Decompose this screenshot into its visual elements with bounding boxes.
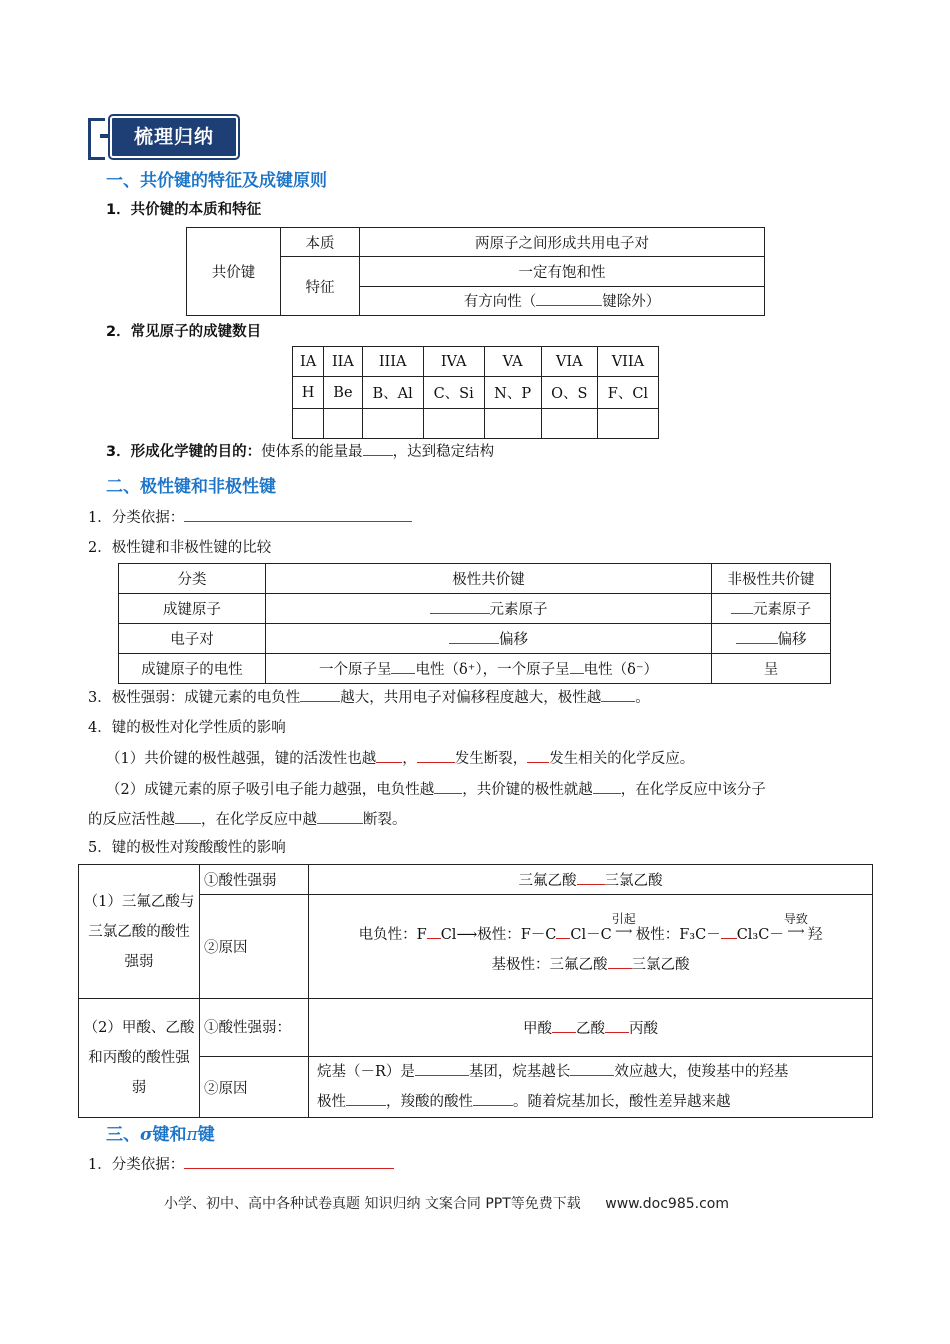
blank	[570, 659, 584, 675]
arrow-icon: ⟶	[787, 924, 805, 938]
section-title-2: 二、极性键和非极性键	[106, 477, 276, 497]
atom-cell: O、S	[541, 377, 597, 409]
cell-r3v	[309, 999, 873, 1057]
blank	[300, 687, 340, 703]
text: 电负性：F	[358, 927, 427, 943]
cell-direction	[360, 286, 765, 315]
arrow-icon: ⟶	[615, 924, 633, 938]
text: （1）共价键的极性越强，键的活泼性也越	[106, 751, 377, 767]
text: 发生相关的化学反应。	[549, 751, 695, 767]
text: Cl₃C－	[736, 927, 784, 943]
cell-group1: （1）三氟乙酸与三氯乙酸的酸性强弱	[79, 865, 200, 999]
cell-r2c1	[266, 624, 712, 654]
atom-cell: B、Al	[362, 377, 423, 409]
table-covalent-bond	[186, 227, 765, 316]
atom-cell: H	[293, 377, 324, 409]
cell-r1c0: 成键原子	[119, 594, 266, 624]
text: 三氯乙酸	[631, 957, 690, 973]
arrow-text: 导致	[783, 912, 808, 926]
section-title-1: 一、共价键的特征及成键原则	[106, 171, 327, 191]
text: 元素原子	[489, 602, 548, 618]
blank	[473, 1091, 513, 1107]
text: ，在化学反应中越	[201, 812, 317, 828]
table-polar-compare	[118, 563, 831, 684]
blank	[391, 659, 415, 675]
atom-cell: N、P	[484, 377, 541, 409]
text: 乙酸	[576, 1021, 605, 1037]
blank	[608, 954, 632, 970]
blank	[434, 779, 462, 795]
cell-essence-value: 两原子之间形成共用电子对	[360, 228, 765, 257]
cell-r4v	[309, 1057, 873, 1118]
sigma-symbol: σ	[140, 1125, 153, 1145]
blank-cell	[423, 409, 484, 439]
line-influence: 4．键的极性对化学性质的影响	[88, 720, 286, 736]
text: 基团，烷基越长	[468, 1064, 571, 1080]
line-purpose	[106, 440, 494, 461]
group-cell: VIIA	[597, 347, 658, 377]
blank	[184, 507, 412, 523]
text: 烷基（－R）是	[317, 1064, 415, 1080]
cell-r3c0: 成键原子的电性	[119, 654, 266, 684]
line-classification	[88, 506, 412, 527]
line-carboxylic: 5．键的极性对羧酸酸性的影响	[88, 840, 286, 856]
blank-cell	[324, 409, 362, 439]
text: 。随着烷基加长，酸性差异越来越	[513, 1094, 731, 1110]
group-cell: VIA	[541, 347, 597, 377]
text: 1．分类依据：	[88, 1157, 185, 1173]
text: ，羧酸的酸性	[386, 1094, 473, 1110]
blank	[577, 870, 605, 886]
text: 发生断裂，	[454, 751, 528, 767]
cell-r1c1	[266, 594, 712, 624]
text: ，共价键的极性就越	[462, 782, 593, 798]
text: 3．极性强弱：成键元素的电负性	[88, 690, 301, 706]
text: 元素原子	[753, 602, 811, 618]
text: 电性（δ⁻）	[583, 662, 659, 678]
cell-r2c0: 电子对	[119, 624, 266, 654]
blank	[721, 924, 737, 940]
blank-cell	[362, 409, 423, 439]
purpose-post: ，达到稳定结构	[392, 444, 495, 460]
cell-saturation: 一定有饱和性	[360, 257, 765, 286]
blank	[552, 1018, 576, 1034]
blank	[593, 779, 621, 795]
cell-r4: ②原因	[200, 1057, 309, 1118]
text: 三氯乙酸	[604, 873, 663, 889]
blank	[527, 748, 549, 764]
cell-h2: 非极性共价键	[712, 564, 831, 594]
blank	[417, 748, 455, 764]
classification-label: 1．分类依据：	[88, 510, 185, 526]
direction-post: 键除外）	[602, 294, 661, 311]
text: 一个原子呈	[318, 662, 392, 678]
logo-box	[110, 116, 238, 158]
purpose-pre: 使体系的能量最	[261, 444, 363, 460]
cell-h0: 分类	[119, 564, 266, 594]
cell-feature: 特征	[281, 257, 360, 316]
text: 极性：F－C	[477, 927, 557, 943]
arrow-text: 引起	[611, 912, 636, 926]
text: 甲酸	[523, 1021, 552, 1037]
direction-pre: 有方向性（	[463, 294, 537, 311]
blank	[184, 1154, 394, 1170]
table-bond-count	[292, 346, 659, 439]
line-influence-2	[106, 778, 766, 799]
line-classification-3	[88, 1153, 394, 1174]
blank	[605, 1018, 629, 1034]
blank	[736, 629, 778, 645]
arrow-icon: ⟶	[456, 927, 478, 943]
blank	[175, 809, 201, 825]
subheading-1: 1．共价键的本质和特征	[106, 202, 262, 218]
cell-essence: 本质	[281, 228, 360, 257]
text: 极性	[317, 1094, 346, 1110]
arrow-label-1	[612, 913, 636, 937]
cell-h1: 极性共价键	[266, 564, 712, 594]
text: 偏移	[777, 632, 807, 648]
text: 羟	[807, 927, 823, 943]
section-title-3	[106, 1120, 215, 1145]
blank	[449, 629, 499, 645]
line-polarity-strength	[88, 686, 650, 707]
purpose-label: 3．形成化学键的目的：	[106, 444, 262, 460]
line-influence-3	[88, 808, 407, 829]
blank-cell	[597, 409, 658, 439]
cell-r3c2: 呈	[712, 654, 831, 684]
group-cell: IIA	[324, 347, 362, 377]
text: 电性（δ⁺），一个原子呈	[415, 662, 570, 678]
blank	[570, 1061, 614, 1077]
group-cell: IA	[293, 347, 324, 377]
logo-text: 梳理归纳	[133, 126, 214, 148]
group-cell: VA	[484, 347, 541, 377]
atom-cell: F、Cl	[597, 377, 658, 409]
blank	[601, 687, 635, 703]
atom-cell: Be	[324, 377, 362, 409]
text: Cl	[440, 927, 457, 943]
cell-r2v	[309, 895, 873, 999]
cell-r3c1	[266, 654, 712, 684]
text: 基极性：三氟乙酸	[491, 957, 608, 973]
text: （2）成键元素的原子吸引电子能力越强，电负性越	[106, 782, 435, 798]
text: 极性：F₃C－	[635, 927, 721, 943]
text: 三、	[106, 1125, 140, 1145]
text: ，	[402, 751, 417, 767]
blank	[376, 748, 402, 764]
blank	[556, 924, 570, 940]
blank-cell	[484, 409, 541, 439]
blank	[731, 599, 753, 615]
footer-url[interactable]: www.doc985.com	[605, 1196, 729, 1212]
blank	[346, 1091, 386, 1107]
blank	[536, 291, 602, 307]
text: 三氟乙酸	[518, 873, 577, 889]
footer-text: 小学、初中、高中各种试卷真题 知识归纳 文案合同 PPT等免费下载	[164, 1196, 581, 1212]
line-influence-1	[106, 747, 694, 768]
text: 的反应活性越	[88, 812, 175, 828]
arrow-label-2	[784, 913, 808, 937]
atom-cell: C、Si	[423, 377, 484, 409]
cell-group2: （2）甲酸、乙酸和丙酸的酸性强弱	[79, 999, 200, 1118]
line-compare: 2．极性键和非极性键的比较	[88, 540, 272, 556]
text: 键和	[152, 1125, 187, 1145]
text: ，在化学反应中该分子	[620, 782, 766, 798]
blank	[427, 924, 441, 940]
text: 越大，共用电子对偏移程度越大，极性越	[340, 690, 602, 706]
blank-cell	[541, 409, 597, 439]
text: 效应越大，使羧基中的羟基	[614, 1064, 789, 1080]
text: 偏移	[499, 632, 528, 648]
cell-r2: ②原因	[200, 895, 309, 999]
text: 键	[197, 1125, 215, 1145]
subheading-2: 2．常见原子的成键数目	[106, 324, 262, 340]
cell-r3: ①酸性强弱：	[200, 999, 309, 1057]
cell-covalent: 共价键	[187, 228, 281, 316]
table-carboxylic	[78, 864, 873, 1118]
blank-cell	[293, 409, 324, 439]
text: Cl－C	[570, 927, 612, 943]
logo-bracket	[88, 118, 105, 160]
blank	[415, 1061, 469, 1077]
pi-symbol: π	[186, 1125, 198, 1145]
blank	[430, 599, 490, 615]
group-cell: IIIA	[362, 347, 423, 377]
text: 断裂。	[363, 812, 407, 828]
footer	[164, 1193, 729, 1213]
text: 。	[635, 690, 650, 706]
blank	[317, 809, 363, 825]
cell-r1v	[309, 865, 873, 895]
blank	[363, 441, 393, 457]
text: 丙酸	[629, 1021, 658, 1037]
cell-r1: ①酸性强弱	[200, 865, 309, 895]
cell-r2c2	[712, 624, 831, 654]
cell-r1c2	[712, 594, 831, 624]
group-cell: IVA	[423, 347, 484, 377]
